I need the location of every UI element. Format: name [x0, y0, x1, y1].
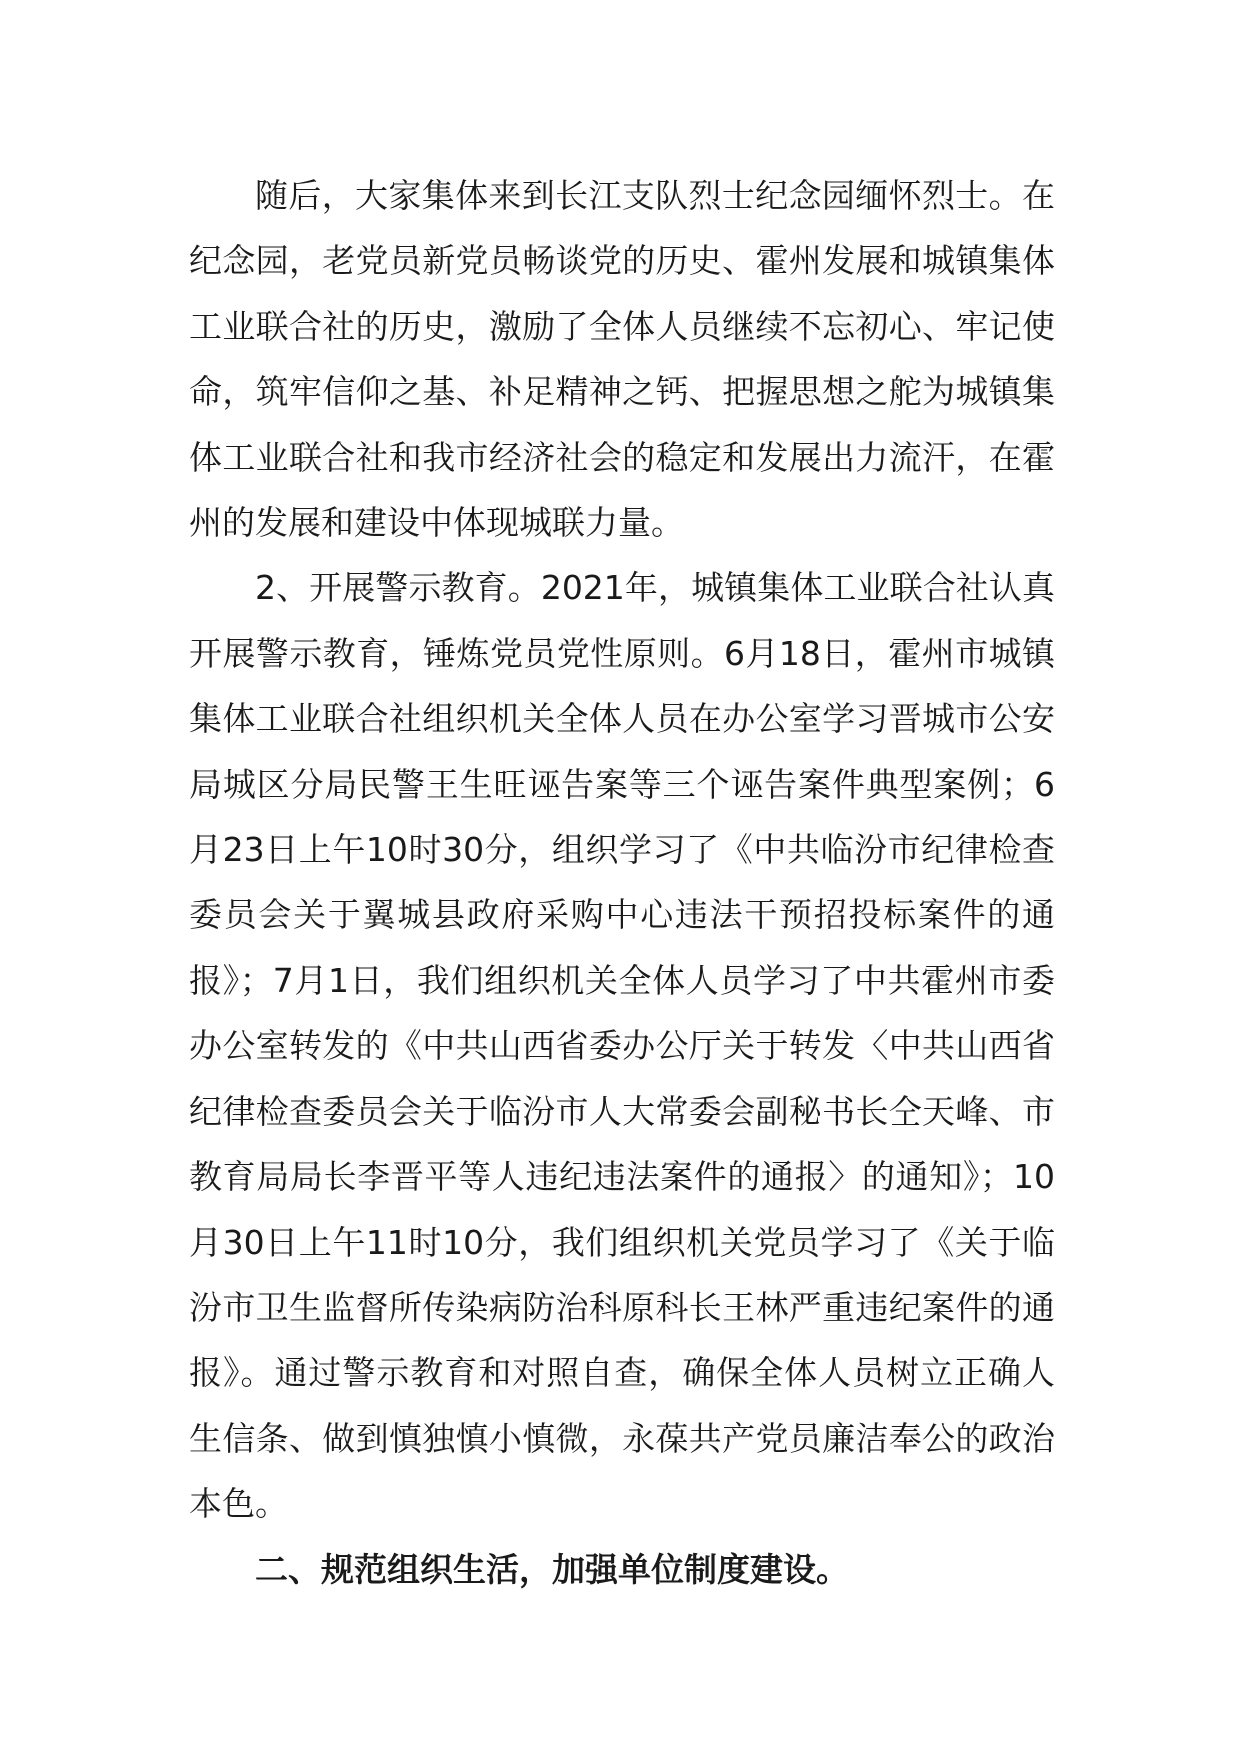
- paragraph-warning-education: 2、开展警示教育。2021年，城镇集体工业联合社认真开展警示教育，锤炼党员党性原则。6月18日，霍州市城镇集体工业联合社组织机关全体人员在办公室学习晋城市公安局城区分局民警王生旺诬告案等三个诬告案件典型案例；6月23日上午10时30分，组织学习了《中共临汾市纪律检查委员会关于翼城县政府采购中心违法干预招投标案件的通报》；7月1日，我们组织机关全体人员学习了中共霍州市委办公室转发的《中共山西省委办公厅关于转发〈中共山西省纪律检查委员会关于临汾市人大常委会副秘书长仝天峰、市教育局局长李晋平等人违纪违法案件的通报〉的通知》；10月30日上午11时10分，我们组织机关党员学习了《关于临汾市卫生监督所传染病防治科原科长王林严重违纪案件的通报》。通过警示教育和对照自查，确保全体人员树立正确人生信条、做到慎独慎小慎微，永葆共产党员廉洁奉公的政治本色。: [189, 568, 1055, 1524]
- section-heading: 二、规范组织生活，加强单位制度建设。: [255, 1549, 849, 1589]
- paragraph-memorial-visit: 随后，大家集体来到长江支队烈士纪念园缅怀烈士。在纪念园，老党员新党员畅谈党的历史、霍州发展和城镇集体工业联合社的历史，激励了全体人员继续不忘初心、牢记使命，筑牢信仰之基、补足精神之钙、把握思想之舵为城镇集体工业联合社和我市经济社会的稳定和发展出力流汗，在霍州的发展和建设中体现城联力量。: [189, 176, 1055, 543]
- document-body: [189, 163, 1055, 1602]
